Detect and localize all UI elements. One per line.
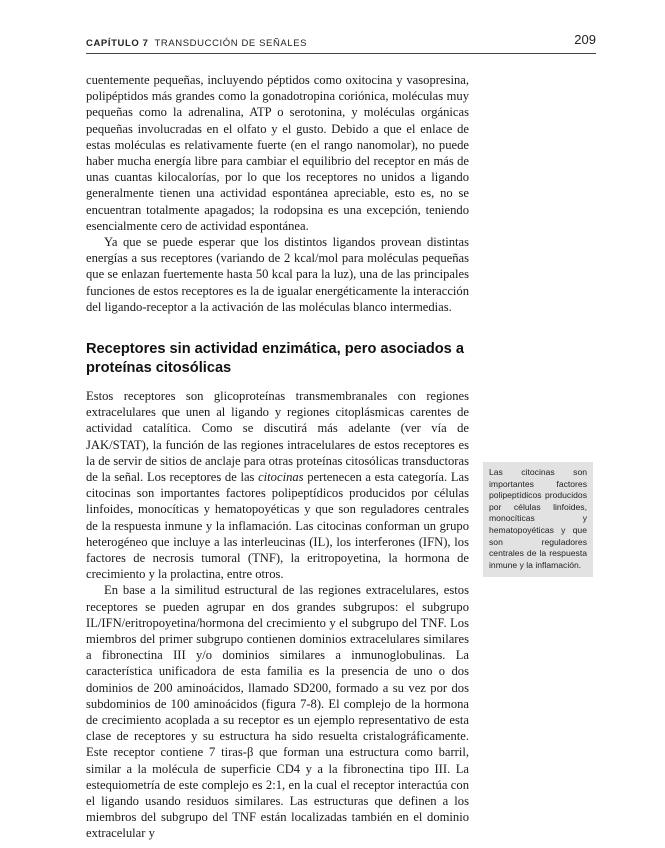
running-header [86, 30, 596, 54]
p1-text-start: Estos receptores son glicoproteínas transmembranales con regiones extracelulares que unen al ligando y regiones citoplásmicas carentes de actividad catalítica. Como se discutirá más adelante (ver vía de JAK/STAT), la función de las regiones intracelulares de estos receptores es la de servir de sitios de anclaje para otras proteínas citosólicas transductoras de la señal. Los receptores de las [86, 389, 469, 485]
p1-text-end: pertenecen a esta categoría. Las citocinas son importantes factores polipeptídicos producidos por células linfoides, monocíticas y hematopoyéticas y que son reguladores centrales de la respuesta inmune y la inflamación. Las citocinas conforman un grupo heterogéneo que incluye a las interleucinas (IL), los interferones (IFN), los factores de necrosis tumoral (TNF), la eritropoyetina, la hormona de crecimiento y la prolactina, entre otros. [86, 470, 470, 582]
intro-paragraph-2: Ya que se puede esperar que los distintos ligandos provean distintas energías a sus receptores (variando de 2 kcal/mol para moléculas pequeñas que se enlazan fuertemente hasta 50 kcal para la luz), una de las principales funciones de estos receptores es la de igualar energéticamente la interacción del ligando-receptor a la activación de las moléculas blanco intermedias. [86, 235, 469, 314]
section-body [86, 388, 469, 842]
header-rule [86, 53, 596, 54]
intro-paragraph-1: cuentemente pequeñas, incluyendo péptidos como oxitocina y vasopresina, polipéptidos más grandes como la gonadotropina coriónica, moléculas muy pequeñas como la adrenalina, ATP o serotonina, y moléculas orgánicas pequeñas involucradas en el olfato y el gusto. Debido a que el enlace de estas moléculas es relativamente fuerte (en el rango nanomolar), no puede haber mucha energía libre para cambiar el equilibrio del receptor en más de unas cuantas kilocalorías, por lo que los receptores no unidos a ligando generalmente tienen una actividad espontánea apreciable, esto es, no se encuentran totalmente apagados; la rodopsina es una excepción, teniendo esencialmente cero de actividad espontánea. [86, 73, 469, 233]
margin-note: Las citocinas son importantes factores polipeptídicos producidos por células linfoides, monocíticas y hematopoyéticas y que son reguladores centrales de la respuesta inmune y la inflamación. [483, 462, 593, 577]
page-number: 209 [574, 32, 596, 47]
intro-text [86, 72, 469, 315]
chapter-label: CAPÍTULO 7 [86, 38, 149, 49]
section-heading: Receptores sin actividad enzimática, pero asociados a proteínas citosólicas [86, 341, 464, 376]
running-header-left [86, 38, 307, 49]
chapter-title: TRANSDUCCIÓN DE SEÑALES [154, 38, 308, 49]
p1-italic-term: citocinas [258, 470, 304, 485]
body-paragraph-1 [86, 388, 469, 582]
body-paragraph-2: En base a la similitud estructural de las regiones extracelulares, estos receptores se pueden agrupar en dos grandes subgrupos: el subgrupo IL/IFN/eritropoyetina/hormona del crecimiento y el subgrupo del TNF. Los miembros del primer subgrupo contienen dominios extracelulares similares a fibronectina III y/o dominios similares a inmunoglobulinas. La característica unificadora de esta familia es la presencia de uno o dos dominios de 200 aminoácidos, llamado SD200, formado a su vez por dos subdominios de 100 aminoácidos (figura 7-8). El complejo de la hormona de crecimiento acoplada a su receptor es un ejemplo representativo de esta clase de receptores y su estructura ha sido resuelta cristalográficamente. Este receptor contiene 7 tiras-β que forman una estructura como barril, similar a la molécula de superficie CD4 y a la fibronectina tipo III. La estequiometría de este complejo es 2:1, en la cual el receptor interactúa con el ligando usando residuos similares. Las estructuras que definen a los miembros del subgrupo del TNF están localizadas también en el dominio extracelular y [86, 583, 469, 841]
